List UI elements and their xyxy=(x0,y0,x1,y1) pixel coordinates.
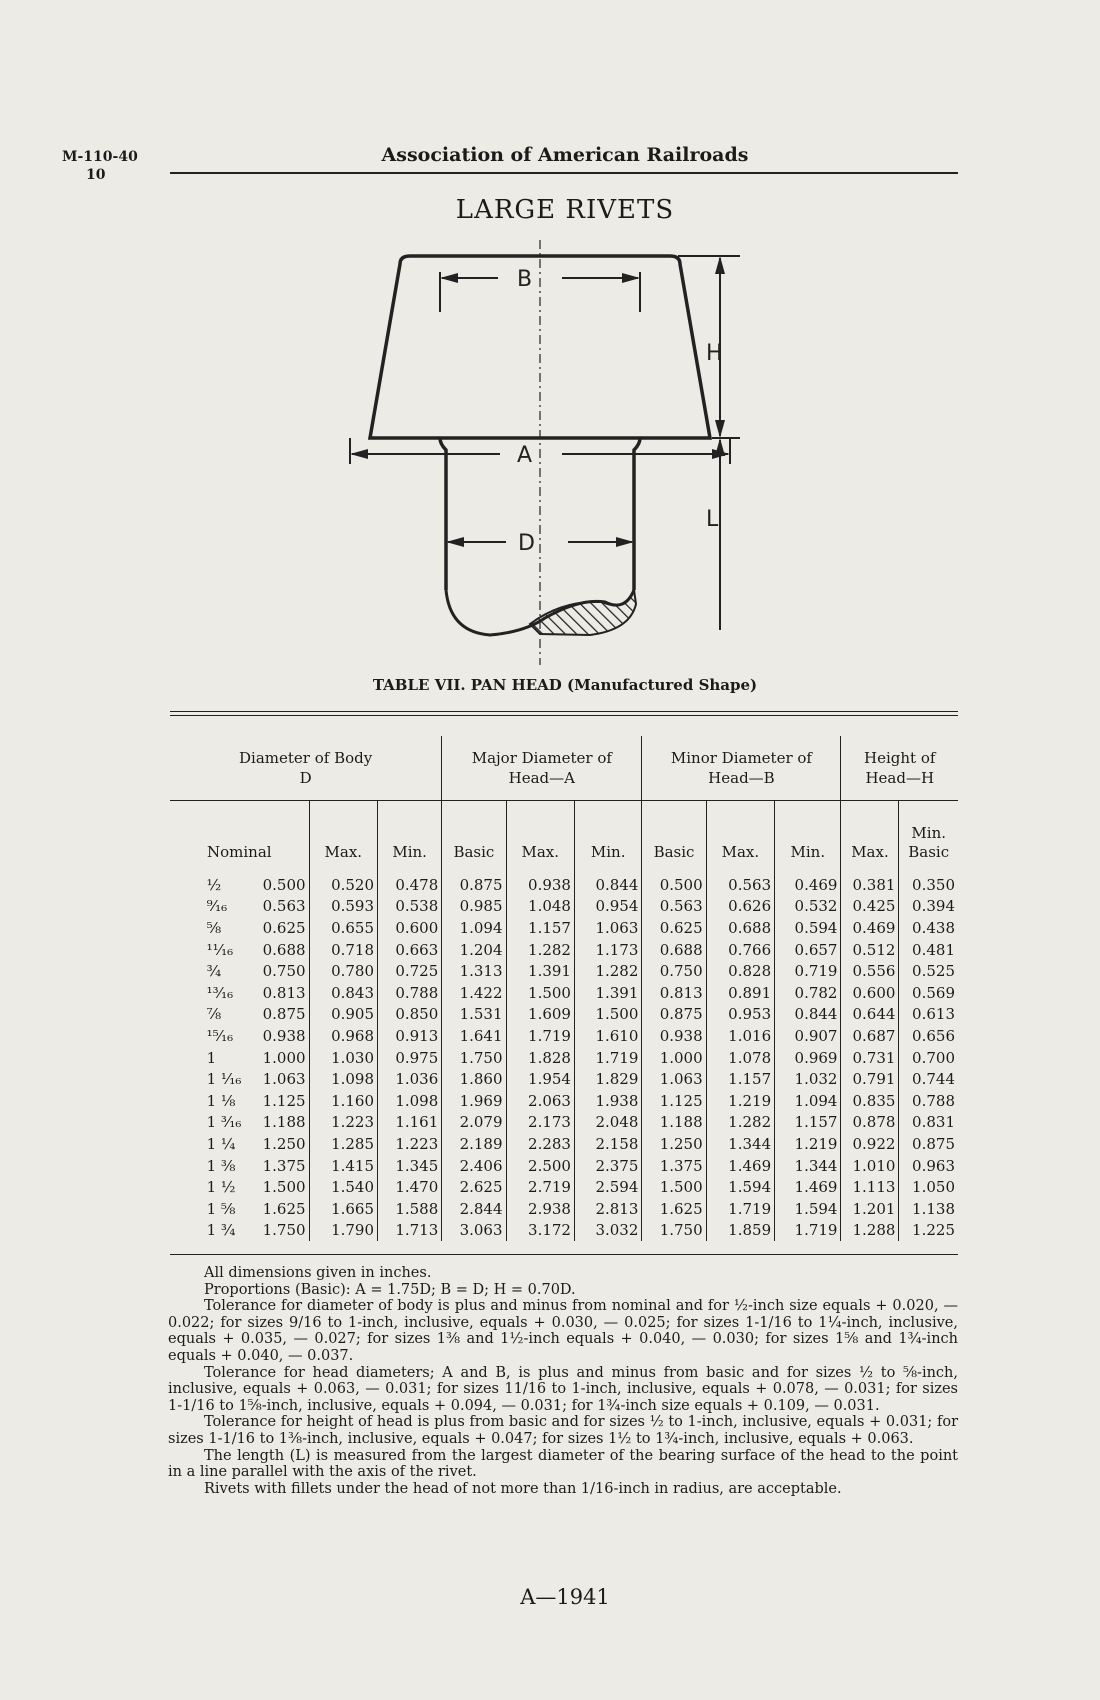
nominal-decimal: 1.375 xyxy=(262,1156,306,1175)
nominal-fraction: 1 ¹⁄₁₆ xyxy=(206,1070,242,1089)
table-cell: 1.157 xyxy=(775,1112,841,1134)
nominal-fraction: 1 ⅝ xyxy=(206,1199,236,1218)
cell-nominal xyxy=(170,1198,309,1220)
table-cell: 0.844 xyxy=(574,868,641,896)
table-cell: 1.641 xyxy=(442,1025,506,1047)
table-top-rule xyxy=(170,711,958,712)
table-cell: 1.719 xyxy=(706,1198,774,1220)
cell-nominal xyxy=(170,939,309,961)
table-cell: 1.938 xyxy=(574,1090,641,1112)
nominal-fraction: ¹⁵⁄₁₆ xyxy=(206,1026,234,1045)
table-cell: 0.593 xyxy=(309,896,377,918)
table-cell: 1.500 xyxy=(642,1176,706,1198)
table-cell: 1.160 xyxy=(309,1090,377,1112)
note-body-tolerance: Tolerance for diameter of body is plus and minus from nominal and for ½-inch size equals + 0.020, — 0.022; for sizes 9/16 to 1-inch, inclusive, equals + 0.030, — 0.025; for sizes 1-1/16 to 1¼-inch, inclusive, equals + 0.035, — 0.027; for sizes 1⅜ and 1½-inch equals + 0.040, — 0.030; for sizes 1⅝ and 1¾-inch equals + 0.040, — 0.037. xyxy=(168,1298,958,1364)
table-cell: 1.665 xyxy=(309,1198,377,1220)
table-cell: 0.563 xyxy=(706,868,774,896)
note-proportions: Proportions (Basic): A = 1.75D; B = D; H = 0.70D. xyxy=(204,1281,576,1298)
table-cell: 1.391 xyxy=(506,960,574,982)
table-cell: 1.594 xyxy=(706,1176,774,1198)
nominal-decimal: 0.875 xyxy=(262,1005,306,1024)
table-cell: 0.350 xyxy=(912,875,955,894)
col-major-basic: Basic xyxy=(442,801,506,869)
table-cell: 0.688 xyxy=(642,939,706,961)
table-cell: 1.829 xyxy=(574,1068,641,1090)
cell-nominal xyxy=(170,1090,309,1112)
cell-nominal xyxy=(170,1133,309,1155)
table-cell: 0.469 xyxy=(775,868,841,896)
col-minor-basic: Basic xyxy=(642,801,706,869)
section-hatching xyxy=(530,590,636,635)
nominal-decimal: 0.625 xyxy=(262,918,306,937)
table-cell: 0.913 xyxy=(378,1025,442,1047)
pan-head-table xyxy=(170,736,958,1241)
table-row xyxy=(170,1155,958,1177)
table-cell: 0.394 xyxy=(912,897,955,916)
table-cell: 0.625 xyxy=(642,917,706,939)
table-cell: 0.875 xyxy=(442,868,506,896)
table-caption: TABLE VII. PAN HEAD (Manufactured Shape) xyxy=(372,676,758,694)
label-l: L xyxy=(706,507,719,532)
page-title: LARGE RIVETS xyxy=(455,195,675,225)
table-row xyxy=(170,1047,958,1069)
table-cell: 1.713 xyxy=(378,1220,442,1242)
table-cell: 1.375 xyxy=(642,1155,706,1177)
table-cell: 2.375 xyxy=(574,1155,641,1177)
col-minor-max: Max. xyxy=(706,801,774,869)
table-cell: 0.478 xyxy=(378,868,442,896)
col-body-max: Max. xyxy=(309,801,377,869)
table-cell: 1.094 xyxy=(442,917,506,939)
table-cell: 2.063 xyxy=(506,1090,574,1112)
nominal-decimal: 0.750 xyxy=(262,962,306,981)
table-cell: 3.172 xyxy=(506,1220,574,1242)
nominal-fraction: ¹³⁄₁₆ xyxy=(206,983,234,1002)
cell-nominal xyxy=(170,1176,309,1198)
table-cell: 0.843 xyxy=(309,982,377,1004)
table-cell: 0.828 xyxy=(706,960,774,982)
table-cell: 2.813 xyxy=(574,1198,641,1220)
table-cell: 0.969 xyxy=(775,1047,841,1069)
table-row xyxy=(170,1068,958,1090)
table-cell: 1.954 xyxy=(506,1068,574,1090)
table-cell: 0.905 xyxy=(309,1004,377,1026)
table-cell: 1.344 xyxy=(706,1133,774,1155)
table-cell: 0.835 xyxy=(841,1090,899,1112)
table-cell: 1.223 xyxy=(378,1133,442,1155)
nominal-decimal: 1.125 xyxy=(262,1091,306,1110)
table-row xyxy=(170,1176,958,1198)
cell-nominal xyxy=(170,1068,309,1090)
table-cell: 1.225 xyxy=(912,1221,955,1240)
nominal-decimal: 0.500 xyxy=(262,875,306,894)
table-cell: 1.282 xyxy=(706,1112,774,1134)
nominal-fraction: ⅝ xyxy=(206,918,222,937)
nominal-decimal: 1.625 xyxy=(262,1199,306,1218)
table-cell: 1.531 xyxy=(442,1004,506,1026)
table-cell: 1.223 xyxy=(309,1112,377,1134)
table-cell: 0.657 xyxy=(775,939,841,961)
table-cell: 0.875 xyxy=(642,1004,706,1026)
nominal-fraction: ¹¹⁄₁₆ xyxy=(206,940,234,959)
table-cell: 0.687 xyxy=(841,1025,899,1047)
table-cell: 1.625 xyxy=(642,1198,706,1220)
nominal-fraction: 1 ⅜ xyxy=(206,1156,236,1175)
table-cell: 0.968 xyxy=(309,1025,377,1047)
table-cell: 0.600 xyxy=(378,917,442,939)
table-cell: 0.663 xyxy=(378,939,442,961)
table-cell: 0.938 xyxy=(506,868,574,896)
table-cell: 1.790 xyxy=(309,1220,377,1242)
page-footer: A—1941 xyxy=(520,1585,610,1609)
table-cell: 0.850 xyxy=(378,1004,442,1026)
col-nominal: Nominal xyxy=(170,801,309,869)
col-group-body: Diameter of Body D xyxy=(170,736,442,801)
table-cell: 1.610 xyxy=(574,1025,641,1047)
table-cell: 1.288 xyxy=(841,1220,899,1242)
table-row xyxy=(170,939,958,961)
table-cell: 0.532 xyxy=(775,896,841,918)
col-group-height: Height of Head—H xyxy=(864,749,936,787)
nominal-decimal: 1.750 xyxy=(262,1221,306,1240)
table-cell: 1.157 xyxy=(506,917,574,939)
table-cell: 2.158 xyxy=(574,1133,641,1155)
table-row xyxy=(170,1004,958,1026)
table-cell: 2.719 xyxy=(506,1176,574,1198)
table-cell: 0.626 xyxy=(706,896,774,918)
table-cell: 1.719 xyxy=(506,1025,574,1047)
rivet-shank-left xyxy=(440,438,446,590)
table-cell: 0.481 xyxy=(912,940,955,959)
label-d: D xyxy=(518,531,535,556)
table-cell: 1.036 xyxy=(378,1068,442,1090)
table-cell: 2.500 xyxy=(506,1155,574,1177)
table-top-rule-2 xyxy=(170,715,958,716)
table-cell: 0.718 xyxy=(309,939,377,961)
table-cell: 0.500 xyxy=(642,868,706,896)
document-number: M-110-40 xyxy=(62,149,138,165)
label-a: A xyxy=(517,443,533,468)
table-cell: 1.719 xyxy=(775,1220,841,1242)
table-cell: 0.520 xyxy=(309,868,377,896)
table-cell: 0.688 xyxy=(706,917,774,939)
table-cell: 0.985 xyxy=(442,896,506,918)
table-cell: 0.922 xyxy=(841,1133,899,1155)
table-cell: 0.891 xyxy=(706,982,774,1004)
nominal-decimal: 1.188 xyxy=(262,1113,306,1132)
note-units: All dimensions given in inches. xyxy=(204,1265,432,1281)
table-cell: 0.556 xyxy=(841,960,899,982)
table-cell: 2.594 xyxy=(574,1176,641,1198)
table-cell: 0.788 xyxy=(378,982,442,1004)
table-row xyxy=(170,1025,958,1047)
table-cell: 1.188 xyxy=(642,1112,706,1134)
table-cell: 1.313 xyxy=(442,960,506,982)
table-cell: 0.594 xyxy=(775,917,841,939)
table-cell: 1.048 xyxy=(506,896,574,918)
nominal-decimal: 0.688 xyxy=(262,940,306,959)
table-cell: 1.063 xyxy=(574,917,641,939)
table-cell: 0.813 xyxy=(642,982,706,1004)
table-cell: 0.975 xyxy=(378,1047,442,1069)
table-cell: 0.700 xyxy=(912,1048,955,1067)
table-cell: 0.954 xyxy=(574,896,641,918)
table-cell: 1.098 xyxy=(378,1090,442,1112)
table-cell: 1.161 xyxy=(378,1112,442,1134)
table-cell: 1.032 xyxy=(775,1068,841,1090)
nominal-fraction: ½ xyxy=(206,875,222,894)
table-cell: 1.344 xyxy=(775,1155,841,1177)
nominal-decimal: 1.250 xyxy=(262,1134,306,1153)
table-cell: 2.173 xyxy=(506,1112,574,1134)
col-height-min-basic: Min. Basic xyxy=(899,801,958,869)
table-cell: 1.016 xyxy=(706,1025,774,1047)
cell-nominal xyxy=(170,1025,309,1047)
cell-nominal xyxy=(170,1155,309,1177)
notes-section xyxy=(168,1265,958,1497)
table-cell: 0.831 xyxy=(912,1113,955,1132)
nominal-fraction: 1 ⅛ xyxy=(206,1091,236,1110)
header-rule xyxy=(170,172,958,174)
table-cell: 0.469 xyxy=(841,917,899,939)
table-row xyxy=(170,982,958,1004)
table-row xyxy=(170,917,958,939)
label-b: B xyxy=(517,267,533,292)
table-cell: 0.600 xyxy=(841,982,899,1004)
table-cell: 2.079 xyxy=(442,1112,506,1134)
table-cell: 0.656 xyxy=(912,1026,955,1045)
table-cell: 2.189 xyxy=(442,1133,506,1155)
nominal-fraction: 1 xyxy=(206,1048,217,1067)
table-row xyxy=(170,1112,958,1134)
table-cell: 1.219 xyxy=(775,1133,841,1155)
table-row xyxy=(170,868,958,896)
table-cell: 0.907 xyxy=(775,1025,841,1047)
table-row xyxy=(170,896,958,918)
table-cell: 0.788 xyxy=(912,1091,955,1110)
table-cell: 1.201 xyxy=(841,1198,899,1220)
table-cell: 1.500 xyxy=(506,982,574,1004)
nominal-fraction: ⅞ xyxy=(206,1005,222,1024)
col-major-max: Max. xyxy=(506,801,574,869)
label-h: H xyxy=(706,341,723,366)
table-cell: 1.500 xyxy=(574,1004,641,1026)
note-height-tolerance: Tolerance for height of head is plus from basic and for sizes ½ to 1-inch, inclusive, equals + 0.031; for sizes 1-1/16 to 1⅜-inch, inclusive, equals + 0.047; for sizes 1½ to 1¾-inch, inclusive, equals + 0.063. xyxy=(168,1414,958,1447)
cell-nominal xyxy=(170,917,309,939)
table-cell: 1.469 xyxy=(775,1176,841,1198)
table-cell: 2.844 xyxy=(442,1198,506,1220)
table-cell: 0.381 xyxy=(841,868,899,896)
page-number: 10 xyxy=(86,167,106,183)
cell-nominal xyxy=(170,1004,309,1026)
nominal-fraction: 1 ³⁄₁₆ xyxy=(206,1113,242,1132)
document-number-block xyxy=(62,148,138,184)
table-cell: 1.250 xyxy=(642,1133,706,1155)
table-cell: 1.050 xyxy=(912,1178,955,1197)
cell-nominal xyxy=(170,960,309,982)
table-cell: 2.283 xyxy=(506,1133,574,1155)
table-cell: 2.406 xyxy=(442,1155,506,1177)
table-cell: 2.625 xyxy=(442,1176,506,1198)
organization-header: Association of American Railroads xyxy=(381,144,749,166)
table-row xyxy=(170,1198,958,1220)
table-cell: 1.078 xyxy=(706,1047,774,1069)
table-cell: 0.613 xyxy=(912,1005,955,1024)
table-cell: 1.609 xyxy=(506,1004,574,1026)
nominal-decimal: 0.938 xyxy=(262,1026,306,1045)
nominal-decimal: 1.000 xyxy=(262,1048,306,1067)
table-cell: 0.719 xyxy=(775,960,841,982)
nominal-fraction: ⁹⁄₁₆ xyxy=(206,897,228,916)
col-group-minor: Minor Diameter of Head—B xyxy=(642,736,841,801)
note-head-tolerance: Tolerance for head diameters; A and B, is plus and minus from basic and for sizes ½ to ⅝-inch, inclusive, equals + 0.063, — 0.031; for sizes 11/16 to 1-inch, inclusive, equals + 0.078, — 0.031; for sizes 1-1/16 to 1⅝-inch, inclusive, equals + 0.094, — 0.031; for 1¾-inch size equals + 0.109, — 0.031. xyxy=(168,1364,958,1414)
table-cell: 0.425 xyxy=(841,896,899,918)
table-body xyxy=(170,868,958,1241)
table-cell: 0.438 xyxy=(912,918,955,937)
nominal-decimal: 0.563 xyxy=(262,897,306,916)
table-cell: 0.512 xyxy=(841,939,899,961)
table-cell: 0.878 xyxy=(841,1112,899,1134)
nominal-fraction: 1 ¾ xyxy=(206,1221,236,1240)
table-cell: 1.588 xyxy=(378,1198,442,1220)
table-cell: 0.744 xyxy=(912,1070,955,1089)
note-length: The length (L) is measured from the largest diameter of the bearing surface of the head to the point in a line parallel with the axis of the rivet. xyxy=(168,1447,958,1481)
table-cell: 1.415 xyxy=(309,1155,377,1177)
col-major-min: Min. xyxy=(574,801,641,869)
table-cell: 1.010 xyxy=(841,1155,899,1177)
table-cell: 1.391 xyxy=(574,982,641,1004)
table-cell: 1.285 xyxy=(309,1133,377,1155)
table-cell: 0.750 xyxy=(642,960,706,982)
table-cell: 0.731 xyxy=(841,1047,899,1069)
rivet-diagram xyxy=(340,240,780,670)
cell-nominal xyxy=(170,1220,309,1242)
table-cell: 1.094 xyxy=(775,1090,841,1112)
table-cell: 3.063 xyxy=(442,1220,506,1242)
table-cell: 1.719 xyxy=(574,1047,641,1069)
table-row xyxy=(170,1090,958,1112)
table-cell: 1.063 xyxy=(642,1068,706,1090)
col-height-max: Max. xyxy=(841,801,899,869)
table-cell: 1.828 xyxy=(506,1047,574,1069)
table-cell: 0.655 xyxy=(309,917,377,939)
table-cell: 0.569 xyxy=(912,983,955,1002)
table-cell: 0.791 xyxy=(841,1068,899,1090)
table-cell: 2.048 xyxy=(574,1112,641,1134)
table-bottom-rule xyxy=(170,1254,958,1255)
table-cell: 1.173 xyxy=(574,939,641,961)
table-cell: 1.030 xyxy=(309,1047,377,1069)
note-fillets: Rivets with fillets under the head of not more than 1/16-inch in radius, are acceptable. xyxy=(204,1480,842,1497)
nominal-decimal: 1.500 xyxy=(262,1178,306,1197)
table-cell: 0.644 xyxy=(841,1004,899,1026)
cell-nominal xyxy=(170,896,309,918)
table-row xyxy=(170,1133,958,1155)
table-cell: 0.844 xyxy=(775,1004,841,1026)
cell-nominal xyxy=(170,1112,309,1134)
table-cell: 0.525 xyxy=(912,962,955,981)
table-cell: 1.000 xyxy=(642,1047,706,1069)
table-cell: 0.963 xyxy=(912,1156,955,1175)
table-cell: 0.725 xyxy=(378,960,442,982)
table-cell: 3.032 xyxy=(574,1220,641,1242)
table-cell: 1.969 xyxy=(442,1090,506,1112)
table-cell: 0.938 xyxy=(642,1025,706,1047)
table-cell: 1.098 xyxy=(309,1068,377,1090)
table-cell: 0.780 xyxy=(309,960,377,982)
table-cell: 1.750 xyxy=(642,1220,706,1242)
col-group-major: Major Diameter of Head—A xyxy=(442,736,642,801)
table-cell: 0.875 xyxy=(912,1134,955,1153)
nominal-decimal: 0.813 xyxy=(262,983,306,1002)
rivet-shank-right xyxy=(634,438,640,590)
table-cell: 1.540 xyxy=(309,1176,377,1198)
table-cell: 1.750 xyxy=(442,1047,506,1069)
table-cell: 1.859 xyxy=(706,1220,774,1242)
cell-nominal xyxy=(170,1047,309,1069)
table-row xyxy=(170,960,958,982)
col-minor-min: Min. xyxy=(775,801,841,869)
table-cell: 0.563 xyxy=(642,896,706,918)
nominal-fraction: ¾ xyxy=(206,962,222,981)
nominal-fraction: 1 ¼ xyxy=(206,1134,236,1153)
table-cell: 1.594 xyxy=(775,1198,841,1220)
table-cell: 1.157 xyxy=(706,1068,774,1090)
table-cell: 1.860 xyxy=(442,1068,506,1090)
col-body-min: Min. xyxy=(378,801,442,869)
table-cell: 1.204 xyxy=(442,939,506,961)
table-row xyxy=(170,1220,958,1242)
table-cell: 0.953 xyxy=(706,1004,774,1026)
table-cell: 1.138 xyxy=(912,1199,955,1218)
table-cell: 1.113 xyxy=(841,1176,899,1198)
cell-nominal xyxy=(170,868,309,896)
table-cell: 1.345 xyxy=(378,1155,442,1177)
nominal-decimal: 1.063 xyxy=(262,1070,306,1089)
table-cell: 1.282 xyxy=(506,939,574,961)
table-cell: 1.219 xyxy=(706,1090,774,1112)
table-cell: 0.782 xyxy=(775,982,841,1004)
table-cell: 1.470 xyxy=(378,1176,442,1198)
table-cell: 1.282 xyxy=(574,960,641,982)
table-cell: 0.538 xyxy=(378,896,442,918)
table-cell: 1.125 xyxy=(642,1090,706,1112)
table-cell: 1.469 xyxy=(706,1155,774,1177)
table-cell: 1.422 xyxy=(442,982,506,1004)
nominal-fraction: 1 ½ xyxy=(206,1178,236,1197)
table-cell: 0.766 xyxy=(706,939,774,961)
table-cell: 2.938 xyxy=(506,1198,574,1220)
cell-nominal xyxy=(170,982,309,1004)
